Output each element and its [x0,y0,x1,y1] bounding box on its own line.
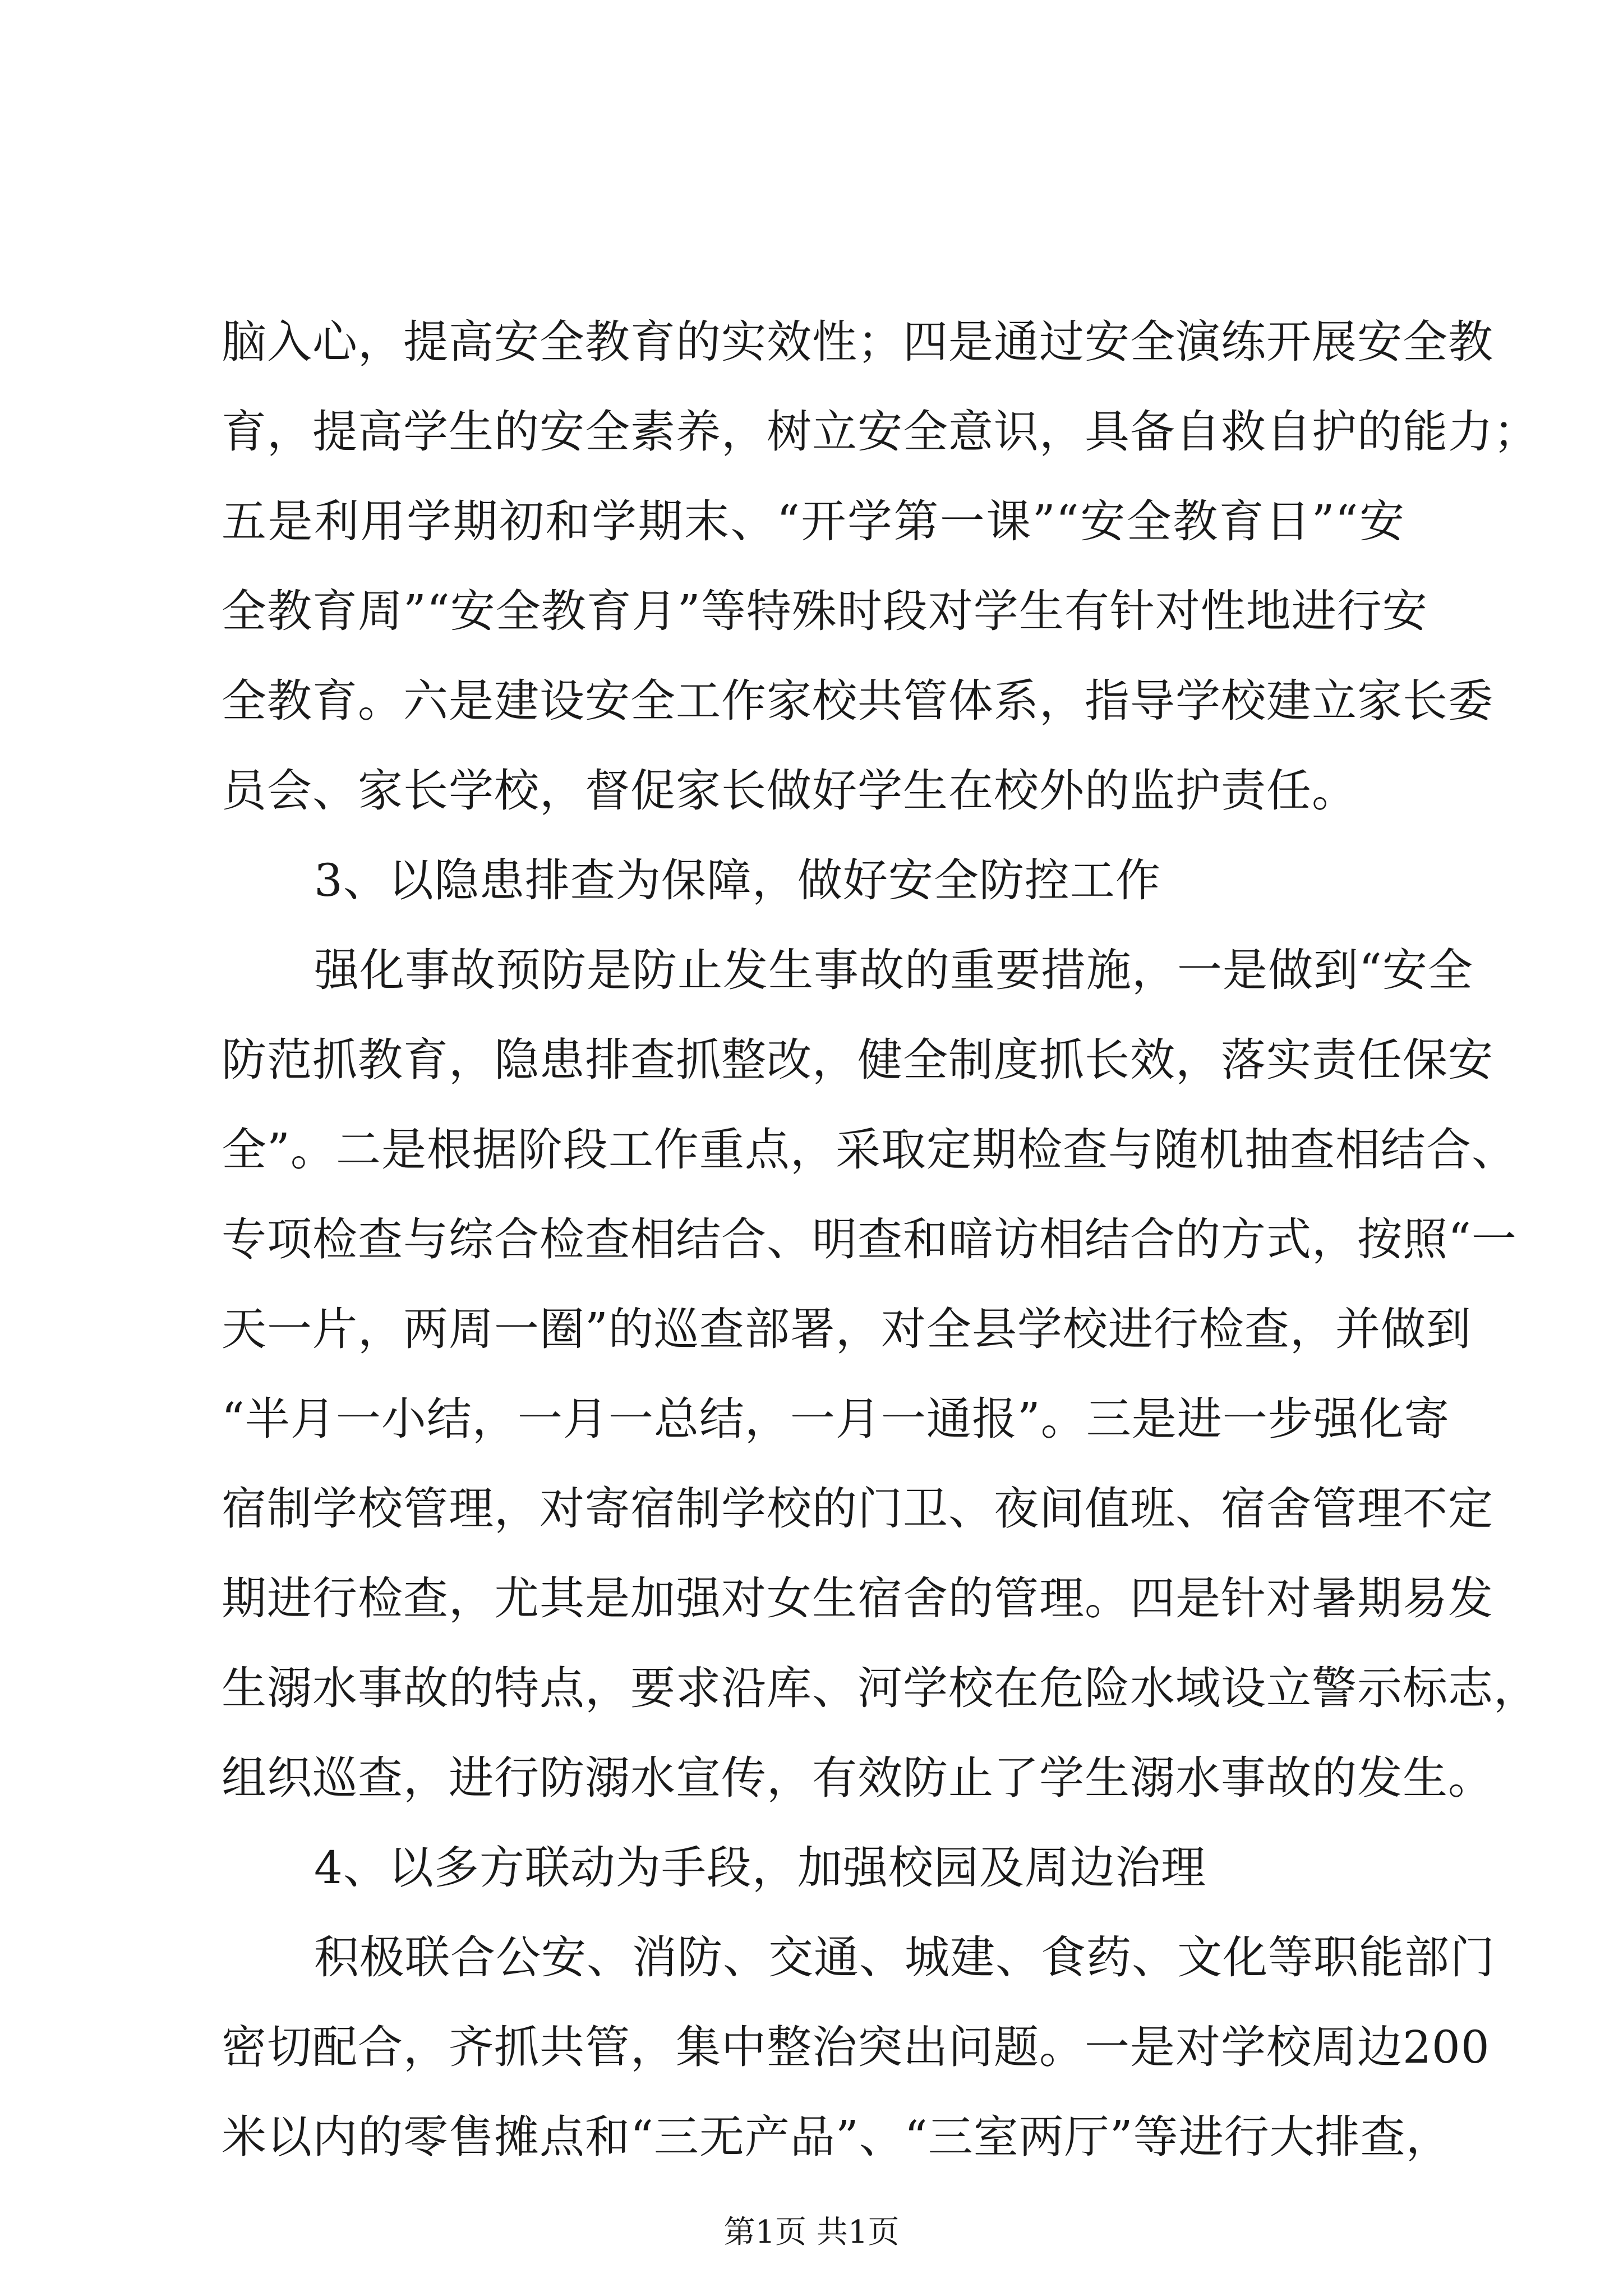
text-line: 宿制学校管理，对寄宿制学校的门卫、夜间值班、宿舍管理不定 [222,1483,1493,1535]
text-line: 五是利用学期初和学期末、“开学第一课”“安全教育日”“安 [222,495,1405,547]
text-line: 专项检查与综合检查相结合、明查和暗访相结合的方式，按照“一 [222,1213,1517,1266]
text-line: 天一片，两周一圈”的巡查部署，对全县学校进行检查，并做到 [222,1303,1472,1355]
text-line: “半月一小结，一月一总结，一月一通报”。三是进一步强化寄 [222,1393,1450,1445]
page-footer: 第1页 共1页 [723,2214,900,2251]
text-line: 全”。二是根据阶段工作重点，采取定期检查与随机抽查相结合、 [222,1124,1517,1176]
text-line: 米以内的零售摊点和“三无产品”、“三室两厅”等进行大排查， [222,2111,1451,2163]
text-line: 脑入心，提高安全教育的实效性；四是通过安全演练开展安全教 [222,316,1493,368]
text-line: 密切配合，齐抓共管，集中整治突出问题。一是对学校周边200 [222,2021,1490,2073]
section-heading: 3、以隐患排查为保障，做好安全防控工作 [314,854,1161,907]
text-line: 期进行检查，尤其是加强对女生宿舍的管理。四是针对暑期易发 [222,1572,1493,1625]
text-line: 全教育。六是建设安全工作家校共管体系，指导学校建立家长委 [222,675,1493,727]
text-line: 强化事故预防是防止发生事故的重要措施，一是做到“安全 [314,944,1473,996]
section-heading: 4、以多方联动为手段，加强校园及周边治理 [314,1842,1206,1894]
text-line: 育，提高学生的安全素养，树立安全意识，具备自救自护的能力； [222,406,1539,458]
text-line: 全教育周”“安全教育月”等特殊时段对学生有针对性地进行安 [222,585,1428,637]
text-line: 防范抓教育，隐患排查抓整改，健全制度抓长效，落实责任保安 [222,1034,1493,1086]
text-line: 积极联合公安、消防、交通、城建、食药、文化等职能部门 [314,1931,1495,1984]
text-line: 生溺水事故的特点，要求沿库、河学校在危险水域设立警示标志， [222,1662,1539,1714]
text-line: 员会、家长学校，督促家长做好学生在校外的监护责任。 [222,765,1357,817]
text-line: 组织巡查，进行防溺水宣传，有效防止了学生溺水事故的发生。 [222,1752,1493,1804]
